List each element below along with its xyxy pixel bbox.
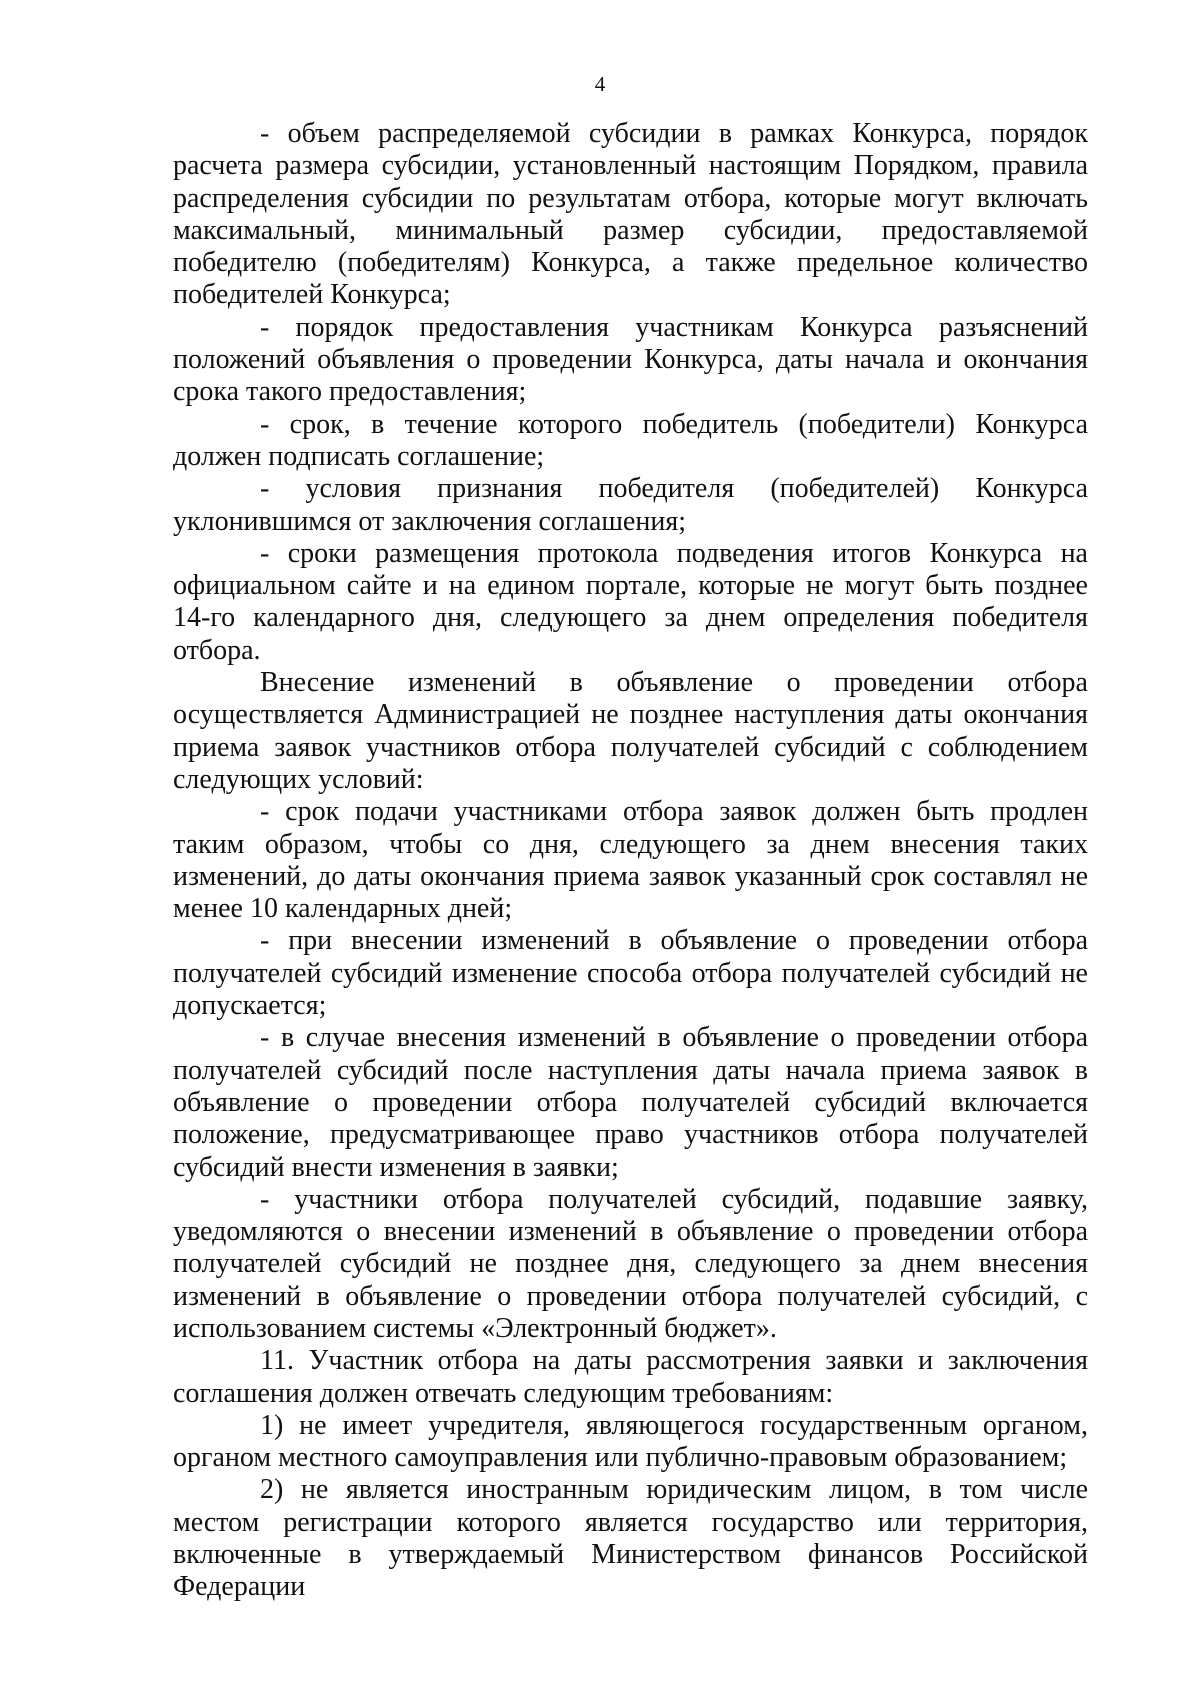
paragraph-amendment-method-change: - при внесении изменений в объявление о проведении отбора получателей субсидий изменение способа отбора получателей субсидий не допускается; xyxy=(173,925,1088,1022)
paragraph-amendment-notification: - участники отбора получателей субсидий, подавшие заявку, уведомляются о внесении изменений в объявление о проведении отбора получателей субсидий не позднее дня, следующего за днем внесения изменений в объявление о проведении отбора получателей субсидий, с использованием системы «Электронный бюджет». xyxy=(173,1183,1088,1344)
paragraph-evasion-conditions: - условия признания победителя (победителей) Конкурса уклонившимся от заключения соглашения; xyxy=(173,473,1088,537)
paragraph-protocol-deadline: - сроки размещения протокола подведения итогов Конкурса на официальном сайте и на едином портале, которые не могут быть позднее 14-го календарного дня, следующего за днем определения победителя отбора. xyxy=(173,537,1088,666)
paragraph-amendment-term-extension: - срок подачи участниками отбора заявок должен быть продлен таким образом, чтобы со дня, следующего за днем внесения таких изменений, до даты окончания приема заявок указанный срок составлял не менее 10 календарных дней; xyxy=(173,796,1088,925)
paragraph-requirement-1: 1) не имеет учредителя, являющегося государственным органом, органом местного самоуправления или публично-правовым образованием; xyxy=(173,1409,1088,1474)
paragraph-requirement-2: 2) не является иностранным юридическим лицом, в том числе местом регистрации которого является государство или территория, включенные в утверждаемый Министерством финансов Российской Федерации xyxy=(173,1474,1088,1603)
paragraph-clarification-procedure: - порядок предоставления участникам Конкурса разъяснений положений объявления о проведении Конкурса, даты начала и окончания срока такого предоставления; xyxy=(173,311,1088,408)
document-body xyxy=(173,118,1088,1604)
paragraph-subsidy-volume: - объем распределяемой субсидии в рамках Конкурса, порядок расчета размера субсидии, установленный настоящим Порядком, правила распределения субсидии по результатам отбора, которые могут включать максимальный, минимальный размер субсидии, предоставляемой победителю (победителям) Конкурса, а также предельное количество победителей Конкурса; xyxy=(173,118,1088,311)
paragraph-section-11: 11. Участник отбора на даты рассмотрения заявки и заключения соглашения должен отвечать следующим требованиям: xyxy=(173,1345,1088,1409)
paragraph-signing-deadline: - срок, в течение которого победитель (победители) Конкурса должен подписать соглашение; xyxy=(173,408,1088,472)
paragraph-amendments-intro: Внесение изменений в объявление о проведении отбора осуществляется Администрацией не позднее наступления даты окончания приема заявок участников отбора получателей субсидий с соблюдением следующих условий: xyxy=(173,667,1088,795)
page-number: 4 xyxy=(594,72,606,96)
paragraph-amendment-after-start: - в случае внесения изменений в объявление о проведении отбора получателей субсидий после наступления даты начала приема заявок в объявление о проведении отбора получателей субсидий включается положение, предусматривающее право участников отбора получателей субсидий внести изменения в заявки; xyxy=(173,1022,1088,1183)
